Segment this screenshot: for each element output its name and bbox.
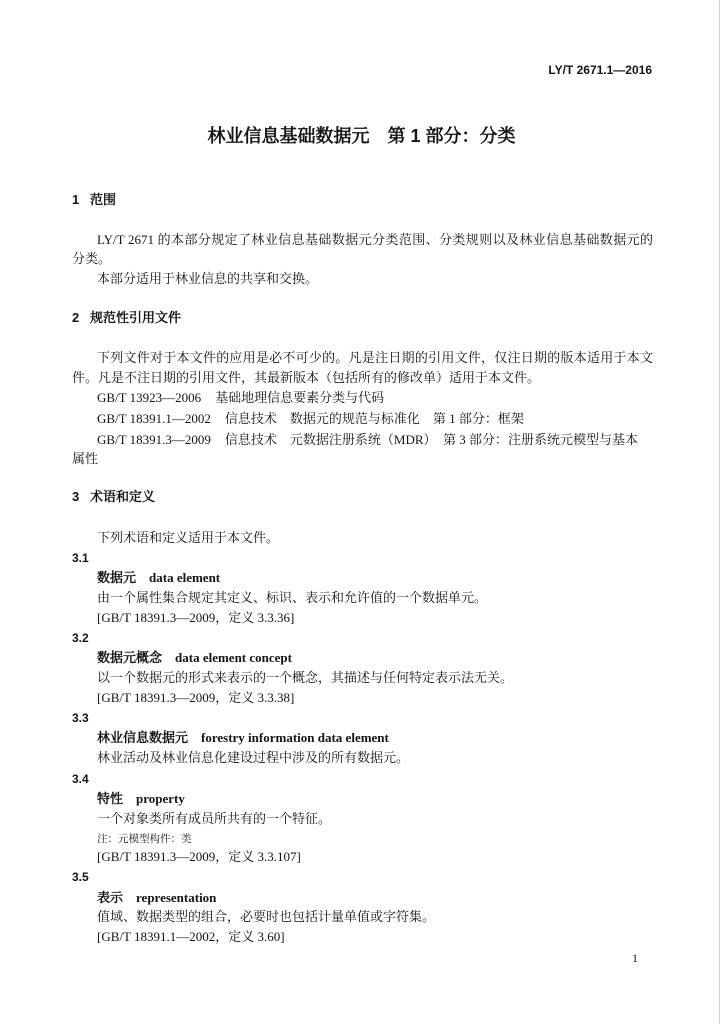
term-number: 3.3 bbox=[72, 711, 89, 725]
term-definition: 由一个属性集合规定其定义、标识、表示和允许值的一个数据单元。 bbox=[97, 590, 488, 605]
section-1-heading bbox=[72, 191, 116, 209]
reference-code: GB/T 18391.1—2002 bbox=[97, 411, 211, 426]
term-english: forestry information data element bbox=[201, 730, 389, 745]
term-english: data element bbox=[149, 570, 221, 585]
term-number: 3.4 bbox=[72, 772, 89, 786]
scope-paragraph-line: 本部分适用于林业信息的共享和交换。 bbox=[97, 271, 319, 286]
section-title: 范围 bbox=[90, 192, 117, 207]
term-definition: 以一个数据元的形式来表示的一个概念，其描述与任何特定表示法无关。 bbox=[97, 670, 514, 685]
term-definition: 一个对象类所有成员所共有的一个特征。 bbox=[97, 811, 332, 826]
term-chinese: 林业信息数据元 bbox=[97, 730, 189, 745]
reference-code: GB/T 13923—2006 bbox=[97, 390, 202, 405]
term-source: [GB/T 18391.3—2009，定义 3.3.38] bbox=[97, 690, 295, 705]
section-number: 2 bbox=[72, 310, 80, 325]
term-english: representation bbox=[136, 890, 217, 905]
term-english: data element concept bbox=[175, 650, 292, 665]
term-chinese: 特性 bbox=[97, 791, 124, 806]
term-chinese: 表示 bbox=[97, 890, 124, 905]
reference-title-continued: 属性 bbox=[72, 451, 99, 466]
term-chinese: 数据元概念 bbox=[97, 650, 163, 665]
reference-item bbox=[97, 389, 384, 407]
term-definition: 林业活动及林业信息化建设过程中涉及的所有数据元。 bbox=[97, 750, 410, 765]
term-note: 注：元模型构件：类 bbox=[97, 833, 192, 845]
term-heading bbox=[97, 649, 292, 667]
references-intro-line: 下列文件对于本文件的应用是必不可少的。凡是注日期的引用文件，仅注日期的版本适用于本文 bbox=[97, 350, 653, 365]
term-number: 3.2 bbox=[72, 631, 89, 645]
page-edge-line bbox=[719, 0, 720, 1024]
reference-title: 基础地理信息要素分类与代码 bbox=[215, 390, 385, 405]
reference-item bbox=[97, 431, 638, 449]
section-number: 1 bbox=[72, 192, 80, 207]
term-source: [GB/T 18391.3—2009，定义 3.3.36] bbox=[97, 610, 295, 625]
term-definition: 值域、数据类型的组合，必要时也包括计量单值或字符集。 bbox=[97, 909, 436, 924]
reference-item bbox=[97, 410, 524, 428]
term-heading bbox=[97, 790, 185, 808]
section-2-heading bbox=[72, 309, 181, 327]
term-source: [GB/T 18391.3—2009，定义 3.3.107] bbox=[97, 849, 301, 864]
terms-intro: 下列术语和定义适用于本文件。 bbox=[97, 530, 280, 545]
term-heading bbox=[97, 889, 216, 907]
section-title: 规范性引用文件 bbox=[90, 310, 182, 325]
term-heading bbox=[97, 729, 389, 747]
term-english: property bbox=[136, 791, 185, 806]
reference-code: GB/T 18391.3—2009 bbox=[97, 432, 211, 447]
term-chinese: 数据元 bbox=[97, 570, 137, 585]
term-number: 3.1 bbox=[72, 551, 89, 565]
section-number: 3 bbox=[72, 489, 80, 504]
section-title: 术语和定义 bbox=[90, 489, 156, 504]
scope-paragraph-line: LY/T 2671 的本部分规定了林业信息基础数据元分类范围、分类规则以及林业信息基础数据元的 bbox=[97, 232, 653, 247]
scope-paragraph-line: 分类。 bbox=[72, 251, 112, 266]
reference-title: 信息技术 数据元的规范与标准化 第 1 部分：框架 bbox=[224, 411, 524, 426]
term-number: 3.5 bbox=[72, 870, 89, 884]
reference-title: 信息技术 元数据注册系统（MDR） 第 3 部分：注册系统元模型与基本 bbox=[224, 432, 639, 447]
section-3-heading bbox=[72, 488, 155, 506]
term-heading bbox=[97, 569, 220, 587]
references-intro-line: 件。凡是不注日期的引用文件，其最新版本（包括所有的修改单）适用于本文件。 bbox=[72, 370, 541, 385]
page-number: 1 bbox=[632, 951, 638, 965]
document-number: LY/T 2671.1—2016 bbox=[548, 63, 652, 77]
document-title: 林业信息基础数据元 第 1 部分：分类 bbox=[207, 126, 516, 146]
term-source: [GB/T 18391.1—2002，定义 3.60] bbox=[97, 929, 285, 944]
